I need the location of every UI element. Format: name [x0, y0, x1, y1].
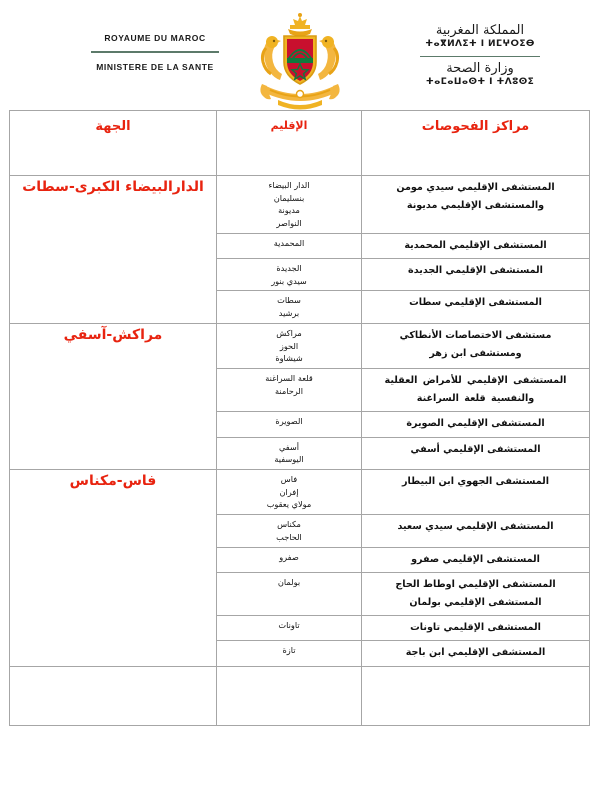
- column-header-centers: [362, 111, 590, 176]
- province-name: قلعة السراغنة: [265, 372, 313, 383]
- province-name: فاس: [280, 474, 298, 485]
- testing-centers-table-wrapper: [10, 110, 590, 726]
- province-name: صفرو: [279, 551, 299, 562]
- cell-provinces: [217, 572, 362, 615]
- letterhead-divider-right: [420, 56, 540, 57]
- cell-region: فاس-مكناس: [10, 470, 217, 667]
- column-header-region: [10, 111, 217, 176]
- cell-testing-centers: [362, 572, 590, 615]
- cell-testing-centers: [362, 323, 590, 368]
- cell-provinces: [217, 323, 362, 368]
- province-name: الصويرة: [275, 416, 303, 427]
- province-name: الدار البيضاء: [268, 180, 310, 190]
- testing-center-name: المستشفى الإقليمي سيدي سعيد: [397, 521, 554, 533]
- cell-testing-centers: [362, 515, 590, 547]
- cell-testing-centers: [362, 412, 590, 437]
- province-name: سيدي بنور: [271, 275, 307, 286]
- table-row: [10, 470, 590, 515]
- cell-provinces: [217, 259, 362, 291]
- province-name: مكناس: [277, 519, 301, 530]
- testing-center-name: المستشفى الإقليمي سطات: [409, 297, 542, 309]
- testing-center-name: المستشفى الإقليمي المحمدية: [404, 239, 547, 251]
- testing-center-name: المستشفى الجهوي ابن البيطار: [401, 476, 550, 488]
- table-header-row: [10, 111, 590, 176]
- table-row: [10, 176, 590, 234]
- testing-center-name: المستشفى الإقليمي الجديدة: [408, 265, 543, 277]
- province-name: إفران: [279, 486, 299, 497]
- province-name: الحاجب: [276, 531, 302, 542]
- testing-center-name: المستشفى الإقليمي بولمان: [409, 596, 542, 608]
- table-row: [10, 323, 590, 368]
- cell-testing-centers: [362, 368, 590, 411]
- testing-center-name: المستشفى الإقليمي سيدي مومن: [396, 182, 555, 193]
- cell-provinces: [217, 515, 362, 547]
- province-name: بنسليمان: [273, 192, 305, 203]
- testing-center-name: المستشفى الإقليمي تاونات: [410, 622, 541, 634]
- province-name: الحوز: [279, 340, 299, 351]
- cell-provinces: [217, 176, 362, 234]
- cell-provinces: [217, 291, 362, 323]
- kingdom-label-tifinagh: ⵜⴰⴳⵍⴷⵉⵜ ⵏ ⵍⵎⵖⵔⵉⴱ: [425, 38, 535, 49]
- cell-provinces: [217, 368, 362, 411]
- cell-testing-centers: [362, 437, 590, 469]
- letterhead: [0, 0, 600, 110]
- letterhead-divider: [91, 51, 219, 53]
- cell-provinces: [217, 547, 362, 572]
- testing-center-name: المستشفى الإقليمي اوطاط الحاج: [395, 578, 556, 590]
- province-name: شيشاوة: [275, 353, 303, 364]
- testing-centers-table: [9, 110, 590, 726]
- cell-testing-centers: [362, 291, 590, 323]
- cell-testing-centers: [362, 259, 590, 291]
- cell-testing-centers: [362, 547, 590, 572]
- testing-center-name: المستشفى الإقليمي ابن باجة: [405, 647, 546, 659]
- cell-provinces: [217, 437, 362, 469]
- province-name: تاونات: [278, 620, 300, 631]
- spacer-cell: [362, 666, 590, 725]
- cell-testing-centers: [362, 616, 590, 641]
- province-name: النواصر: [276, 218, 302, 229]
- province-name: تازة: [282, 645, 296, 656]
- testing-center-name: المستشفى الإقليمي أسفي: [410, 443, 541, 455]
- testing-center-name: المستشفى الإقليمي صفرو: [411, 553, 540, 565]
- testing-center-name: المستشفى الإقليمي للأمراض العقلية: [384, 374, 567, 386]
- column-header-province: [217, 111, 362, 176]
- cell-provinces: [217, 233, 362, 258]
- column-header-region-label: الجهة: [95, 119, 131, 134]
- testing-center-name: مستشفى الاختصاصات الأنطاكي: [399, 329, 552, 341]
- cell-provinces: [217, 470, 362, 515]
- testing-center-name: المستشفى الإقليمي الصويرة: [406, 418, 545, 430]
- province-name: مولاي يعقوب: [266, 499, 312, 510]
- province-name: اليوسفية: [274, 454, 304, 465]
- cell-testing-centers: [362, 641, 590, 666]
- province-name: أسفي: [278, 441, 300, 452]
- province-name: سطات: [277, 295, 301, 306]
- morocco-coat-of-arms-icon: [252, 12, 348, 116]
- table-spacer-row: [10, 666, 590, 725]
- cell-testing-centers: [362, 470, 590, 515]
- letterhead-french-block: [60, 33, 250, 72]
- ministry-label-tifinagh: ⵜⴰⵎⴰⵡⴰⵙⵜ ⵏ ⵜⴷⵓⵙⵉ: [425, 76, 535, 87]
- ministry-label-ar: وزارة الصحة: [446, 60, 514, 76]
- spacer-cell: [10, 666, 217, 725]
- province-name: مديونة: [278, 205, 300, 216]
- kingdom-label-fr: ROYAUME DU MAROC: [104, 33, 206, 43]
- cell-region: الدارالبيضاء الكبرى-سطات: [10, 176, 217, 324]
- cell-region: مراكش-آسفي: [10, 323, 217, 469]
- province-name: بولمان: [277, 576, 301, 587]
- province-name: المحمدية: [273, 237, 305, 248]
- province-name: الرحامنة: [274, 385, 304, 396]
- cell-provinces: [217, 641, 362, 666]
- spacer-cell: [217, 666, 362, 725]
- province-name: الجديدة: [276, 263, 302, 274]
- testing-center-name: والمستشفى الإقليمي مديونة: [406, 200, 545, 212]
- cell-provinces: [217, 616, 362, 641]
- column-header-centers-label: مراكز الفحوصات: [421, 119, 530, 134]
- cell-provinces: [217, 412, 362, 437]
- kingdom-label-ar: المملكة المغربية: [435, 23, 525, 38]
- province-name: برشيد: [278, 308, 300, 319]
- testing-center-name: ومستشفى ابن زهر: [429, 348, 522, 360]
- ministry-label-fr: MINISTERE DE LA SANTE: [96, 61, 214, 72]
- testing-center-name: والنفسية قلعة السراغنة: [416, 393, 535, 405]
- cell-testing-centers: [362, 176, 590, 234]
- column-header-province-label: الإقليم: [270, 119, 308, 132]
- cell-testing-centers: [362, 233, 590, 258]
- province-name: مراكش: [276, 327, 302, 338]
- letterhead-arabic-block: [405, 24, 555, 88]
